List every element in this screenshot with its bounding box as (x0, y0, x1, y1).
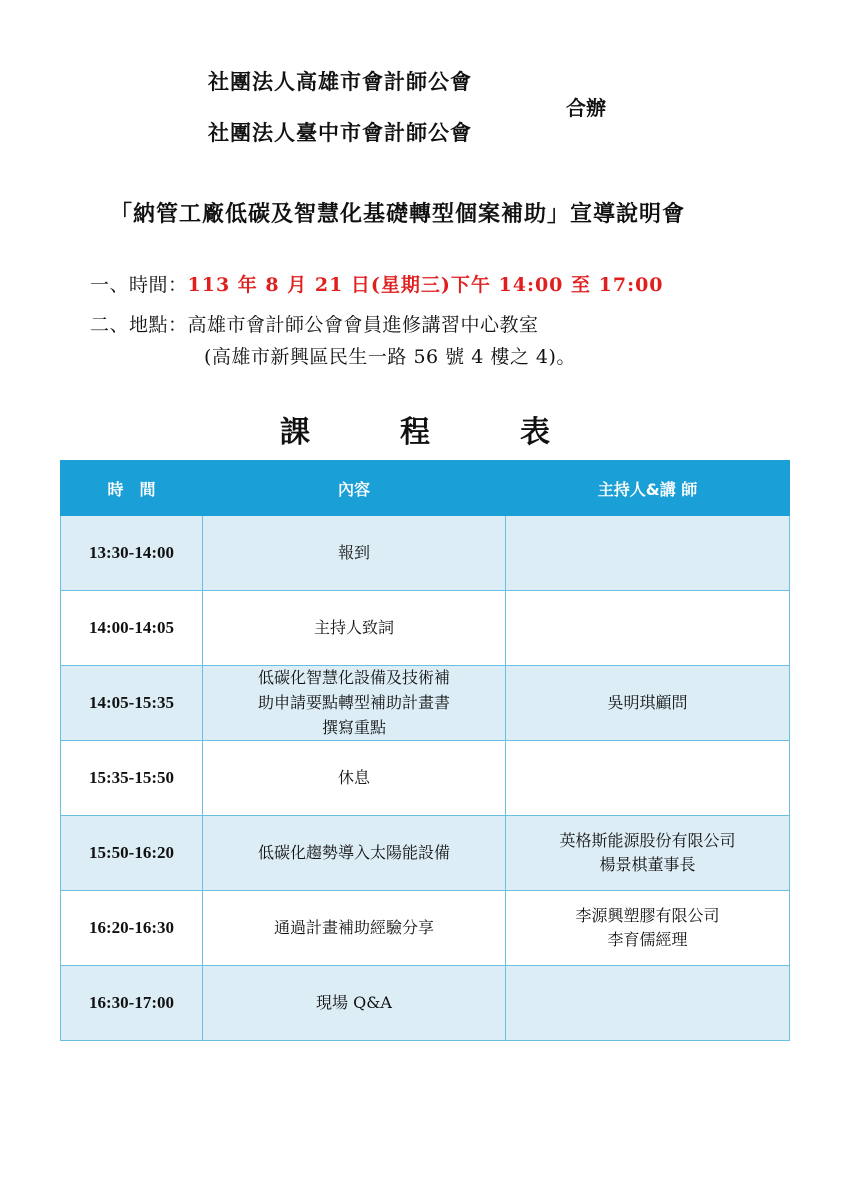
content-line: 助申請要點轉型補助計畫書 (257, 692, 450, 712)
row-content (203, 891, 506, 966)
schedule-heading: 課程表 (280, 415, 640, 450)
row-speaker (506, 516, 790, 591)
row-time: 16:30-17:00 (61, 966, 203, 1041)
cohost-label: 合辦 (566, 96, 606, 120)
row-time: 15:50-16:20 (61, 816, 203, 891)
content-line: 撰寫重點 (321, 717, 386, 737)
content-line: 主持人致詞 (313, 617, 394, 637)
event-place (90, 310, 539, 337)
time-label: 一、時間： (90, 274, 188, 296)
event-address: (高雄市新興區民生一路 56 號 4 樓之 4)。 (204, 346, 576, 368)
place-value: 高雄市會計師公會會員進修講習中心教室 (187, 314, 539, 336)
organizer-2: 社團法人臺中市會計師公會 (208, 120, 472, 145)
row-speaker (506, 591, 790, 666)
table-row (61, 816, 790, 891)
row-time: 14:00-14:05 (61, 591, 203, 666)
schedule-body (61, 516, 790, 1041)
schedule-table (60, 460, 790, 1041)
content-line: 低碳化智慧化設備及技術補 (257, 668, 450, 687)
speaker-line: 楊景棋董事長 (599, 855, 696, 875)
organizer-1: 社團法人高雄市會計師公會 (208, 69, 472, 94)
row-time: 15:35-15:50 (61, 741, 203, 816)
content-line: 現場 Q&A (315, 992, 392, 1012)
row-content (203, 741, 506, 816)
row-content (203, 816, 506, 891)
row-content (203, 516, 506, 591)
place-label: 二、地點： (90, 314, 188, 336)
row-content (203, 591, 506, 666)
speaker-line: 李源興塑膠有限公司 (575, 905, 720, 925)
column-header-content: 內容 (203, 461, 506, 516)
row-speaker (506, 741, 790, 816)
row-speaker (506, 891, 790, 966)
column-header-speaker: 主持人&講 師 (506, 461, 790, 516)
row-content (203, 966, 506, 1041)
speaker-line: 英格斯能源股份有限公司 (559, 830, 736, 850)
row-time: 16:20-16:30 (61, 891, 203, 966)
table-row (61, 741, 790, 816)
row-time: 13:30-14:00 (61, 516, 203, 591)
event-time (90, 270, 664, 297)
schedule-header-row (61, 461, 790, 516)
table-row (61, 666, 790, 741)
time-value: 113 年 8 月 21 日(星期三)下午 14:00 至 17:00 (187, 274, 664, 296)
row-time: 14:05-15:35 (61, 666, 203, 741)
speaker-line: 李育儒經理 (607, 930, 688, 950)
row-content (203, 666, 506, 741)
row-speaker (506, 966, 790, 1041)
table-row (61, 591, 790, 666)
row-speaker (506, 666, 790, 741)
event-title: 「納管工廠低碳及智慧化基礎轉型個案補助」宣導說明會 (110, 201, 686, 227)
content-line: 報到 (337, 542, 370, 562)
speaker-line: 吳明琪顧問 (607, 692, 688, 712)
column-header-time: 時 間 (61, 461, 203, 516)
row-speaker (506, 816, 790, 891)
table-row (61, 966, 790, 1041)
content-line: 低碳化趨勢導入太陽能設備 (257, 842, 450, 862)
content-line: 通過計畫補助經驗分享 (273, 917, 434, 937)
table-row (61, 516, 790, 591)
content-line: 休息 (337, 767, 370, 787)
table-row (61, 891, 790, 966)
